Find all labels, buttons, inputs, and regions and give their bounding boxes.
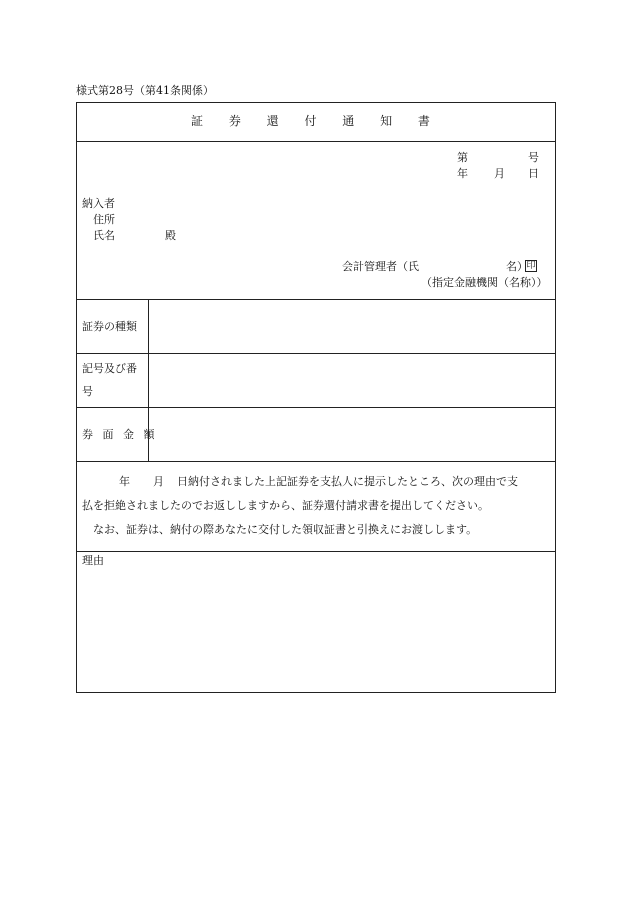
address-label: 住所 <box>93 213 115 226</box>
date-month: 月 <box>494 167 505 180</box>
date-year: 年 <box>457 167 468 180</box>
notice-line-3: なお、証券は、納付の際あなたに交付した領収証書と引換えにお渡しします。 <box>93 523 478 536</box>
bank-note: （指定金融機関（名称）） <box>421 276 548 289</box>
notice-month: 月 <box>153 475 164 488</box>
notice-form <box>76 102 556 693</box>
divider <box>77 551 555 552</box>
face-amount-label: 券 面 金 額 <box>82 428 158 441</box>
symbol-number-label-2: 号 <box>82 385 93 398</box>
form-id: 様式第28号（第41条関係） <box>76 84 214 97</box>
payer-label: 納入者 <box>82 197 115 210</box>
reason-label: 理由 <box>82 554 104 567</box>
security-type-label: 証券の種類 <box>82 320 137 333</box>
number-dai: 第 <box>457 151 468 164</box>
divider <box>77 141 555 142</box>
manager-name-suffix: 名） <box>506 260 528 273</box>
divider <box>77 461 555 462</box>
number-go: 号 <box>528 151 539 164</box>
seal-stamp: 印 <box>526 261 536 271</box>
notice-line-2: 払を拒絶されましたのでお返ししますから、証券還付請求書を提出してください。 <box>82 499 489 512</box>
notice-year: 年 <box>119 475 130 488</box>
document-title: 証 券 還 付 通 知 書 <box>191 114 441 128</box>
honorific: 殿 <box>165 229 176 242</box>
date-day: 日 <box>528 167 539 180</box>
notice-line-1: 日納付されました上記証券を支払人に提示したところ、次の理由で支 <box>177 475 518 488</box>
manager-name-prefix: 会計管理者（氏 <box>342 260 419 273</box>
symbol-number-label-1: 記号及び番 <box>82 362 137 375</box>
name-label: 氏名 <box>93 229 115 242</box>
